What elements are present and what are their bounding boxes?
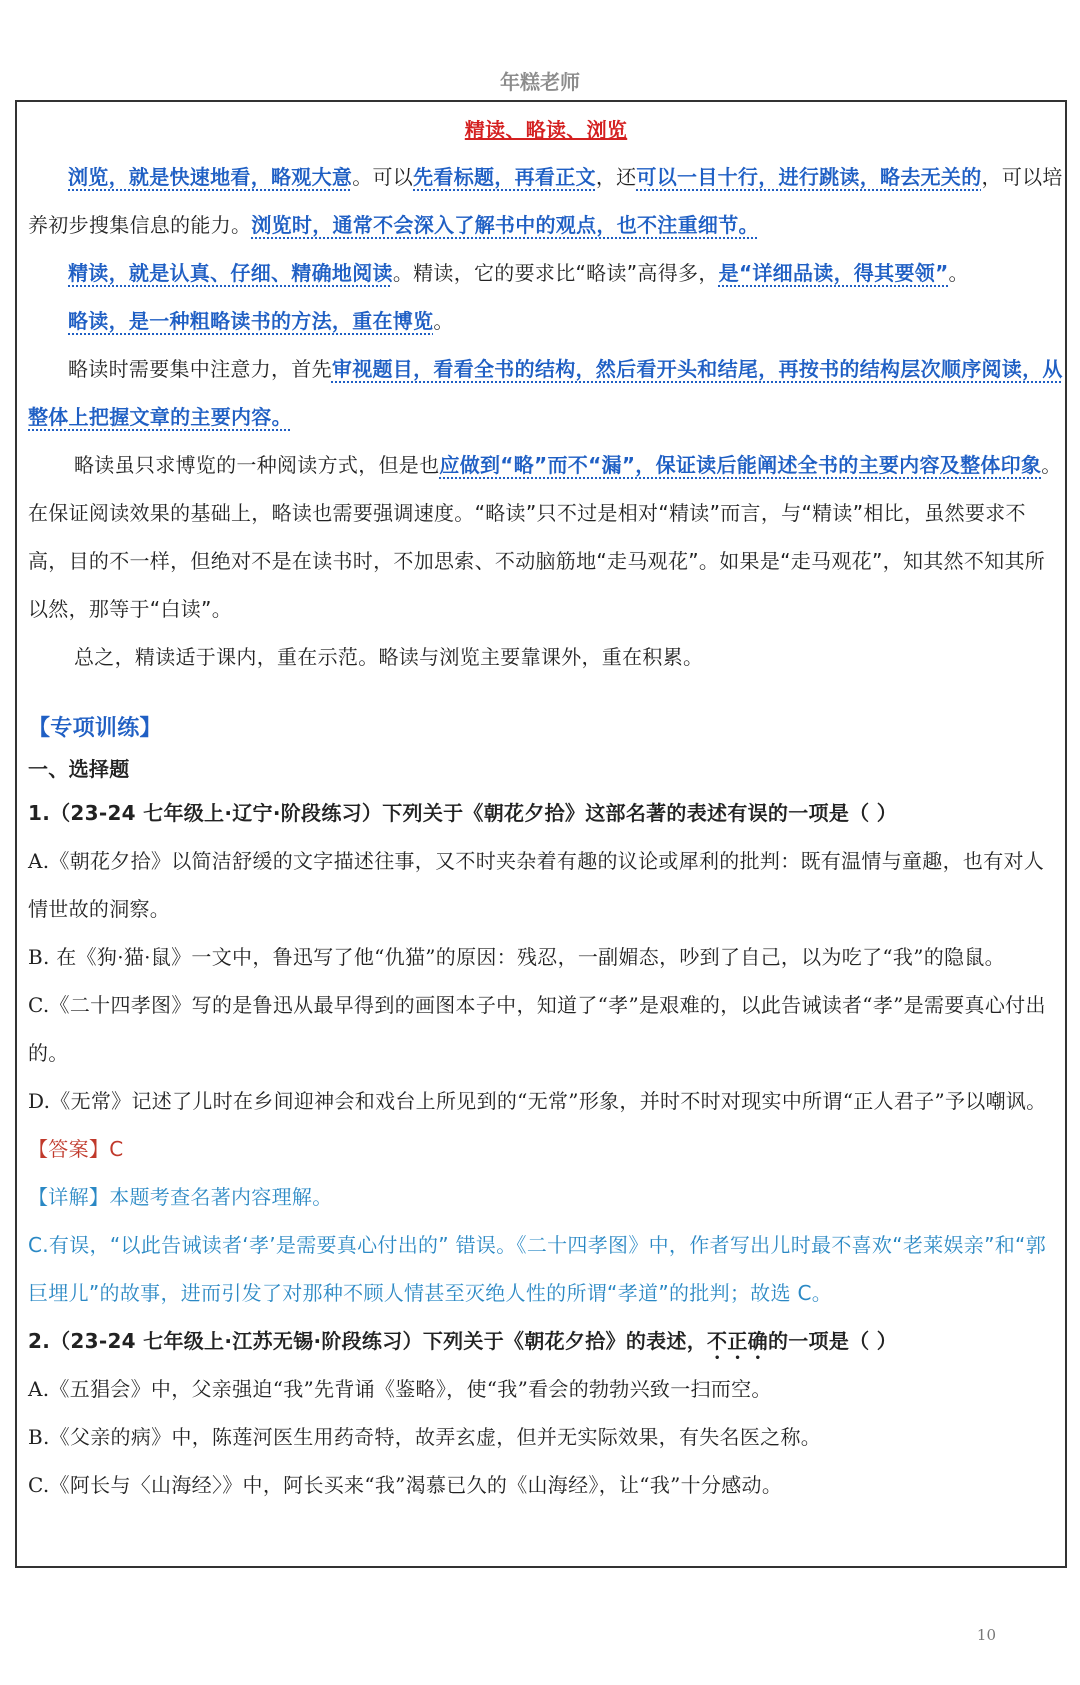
detail-text: 本题考查名著内容理解。 xyxy=(109,1185,333,1209)
question-2-stem xyxy=(28,1317,1064,1365)
highlight: 应做到“略”而不“漏”，保证读后能阐述全书的主要内容及整体印象 xyxy=(439,453,1042,477)
text: 。 xyxy=(433,309,454,333)
text: 。 xyxy=(948,261,969,285)
text: 。在保证阅读效果的基础上，略读也需要强调速度。“略读”只不过是相对“精读”而言，与“精读”相比，虽然要求不高，目的不一样，但绝对不是在读书时，不加思索、不动脑筋地“走马观花”。如果是“走马观花”，知其然不知其所以然，那等于“白读”。 xyxy=(28,453,1062,621)
highlight: 可以一目十行，进行跳读，略去无关的 xyxy=(636,165,982,189)
question-1-option-d: D.《无常》记述了儿时在乡间迎神会和戏台上所见到的“无常”形象，并时不时对现实中所谓“正人君子”予以嘲讽。 xyxy=(28,1089,1047,1113)
highlight: 略读，是一种粗略读书的方法，重在博览 xyxy=(68,309,434,333)
stem-text: 的一项是（ ） xyxy=(767,1329,898,1353)
paragraph-skimming xyxy=(28,297,1064,345)
question-2-option-b: B.《父亲的病》中，陈莲河医生用药奇特，故弄玄虚，但并无实际效果，有失名医之称。 xyxy=(28,1425,822,1449)
question-1-detail xyxy=(28,1173,1064,1221)
answer-value: C xyxy=(109,1137,124,1161)
stem-text: 2.（23-24 七年级上·江苏无锡·阶段练习）下列关于《朝花夕拾》的表述， xyxy=(28,1329,708,1353)
text: 。精读，它的要求比“略读”高得多， xyxy=(392,261,719,285)
highlight: 浏览，就是快速地看，略观大意 xyxy=(68,165,353,189)
highlight: 先看标题，再看正文 xyxy=(413,165,596,189)
training-heading: 【专项训练】 xyxy=(28,716,162,741)
paragraph-skimming-detail xyxy=(28,441,1064,633)
question-1-answer xyxy=(28,1125,1064,1173)
document-body xyxy=(28,110,1064,1509)
text: 。可以 xyxy=(352,165,414,189)
highlight: 精读，就是认真、仔细、精确地阅读 xyxy=(68,261,393,285)
answer-label: 【答案】 xyxy=(28,1137,110,1161)
choice-heading: 一、选择题 xyxy=(28,757,130,781)
question-1-option-a: A.《朝花夕拾》以简洁舒缓的文字描述往事，又不时夹杂着有趣的议论或犀利的批判：既有温情与童趣，也有对人情世故的洞察。 xyxy=(28,849,1045,921)
emphasis-text: 不正确 xyxy=(707,1329,768,1353)
question-1-explanation: C.有误，“以此告诫读者‘孝’是需要真心付出的” 错误。《二十四孝图》中，作者写出儿时最不喜欢“老莱娱亲”和“郭巨埋儿”的故事，进而引发了对那种不顾人情甚至灭绝人性的所谓“孝道”的批判；故选 C。 xyxy=(28,1233,1046,1305)
paragraph-skimming-method xyxy=(28,345,1064,441)
text: ，可以培养初步搜集信息的能力。 xyxy=(28,165,1063,237)
highlight: 浏览时，通常不会深入了解书中的观点，也不注重细节。 xyxy=(251,213,759,237)
paragraph-browsing xyxy=(28,153,1064,249)
highlight: 是“详细品读，得其要领” xyxy=(718,261,949,285)
question-2-option-a: A.《五猖会》中，父亲强迫“我”先背诵《鉴略》，使“我”看会的勃勃兴致一扫而空。 xyxy=(28,1377,772,1401)
paragraph-summary: 总之，精读适于课内，重在示范。略读与浏览主要靠课外，重在积累。 xyxy=(74,645,704,669)
section-title: 精读、略读、浏览 xyxy=(464,118,628,142)
paragraph-intensive xyxy=(28,249,1064,297)
highlight: 审视题目，看看全书的结构，然后看开头和结尾，再按书的结构层次顺序阅读，从整体上把握文章的主要内容。 xyxy=(28,357,1063,429)
text: 略读时需要集中注意力，首先 xyxy=(68,357,332,381)
question-2-option-c: C.《阿长与〈山海经〉》中，阿长买来“我”渴慕已久的《山海经》，让“我”十分感动。 xyxy=(28,1473,783,1497)
question-1-stem: 1.（23-24 七年级上·辽宁·阶段练习）下列关于《朝花夕拾》这部名著的表述有误的一项是（ ） xyxy=(28,801,897,825)
page-header: 年糕老师 xyxy=(500,70,580,94)
page-number: 10 xyxy=(976,1626,996,1644)
detail-label: 【详解】 xyxy=(28,1185,110,1209)
question-1-option-c: C.《二十四孝图》写的是鲁迅从最早得到的画图本子中，知道了“孝”是艰难的，以此告诫读者“孝”是需要真心付出的。 xyxy=(28,993,1046,1065)
text: ，还 xyxy=(595,165,637,189)
text: 略读虽只求博览的一种阅读方式，但是也 xyxy=(74,453,440,477)
question-1-option-b: B. 在《狗·猫·鼠》一文中，鲁迅写了他“仇猫”的原因：残忍，一副媚态，吵到了自己，以为吃了“我”的隐鼠。 xyxy=(28,945,1005,969)
